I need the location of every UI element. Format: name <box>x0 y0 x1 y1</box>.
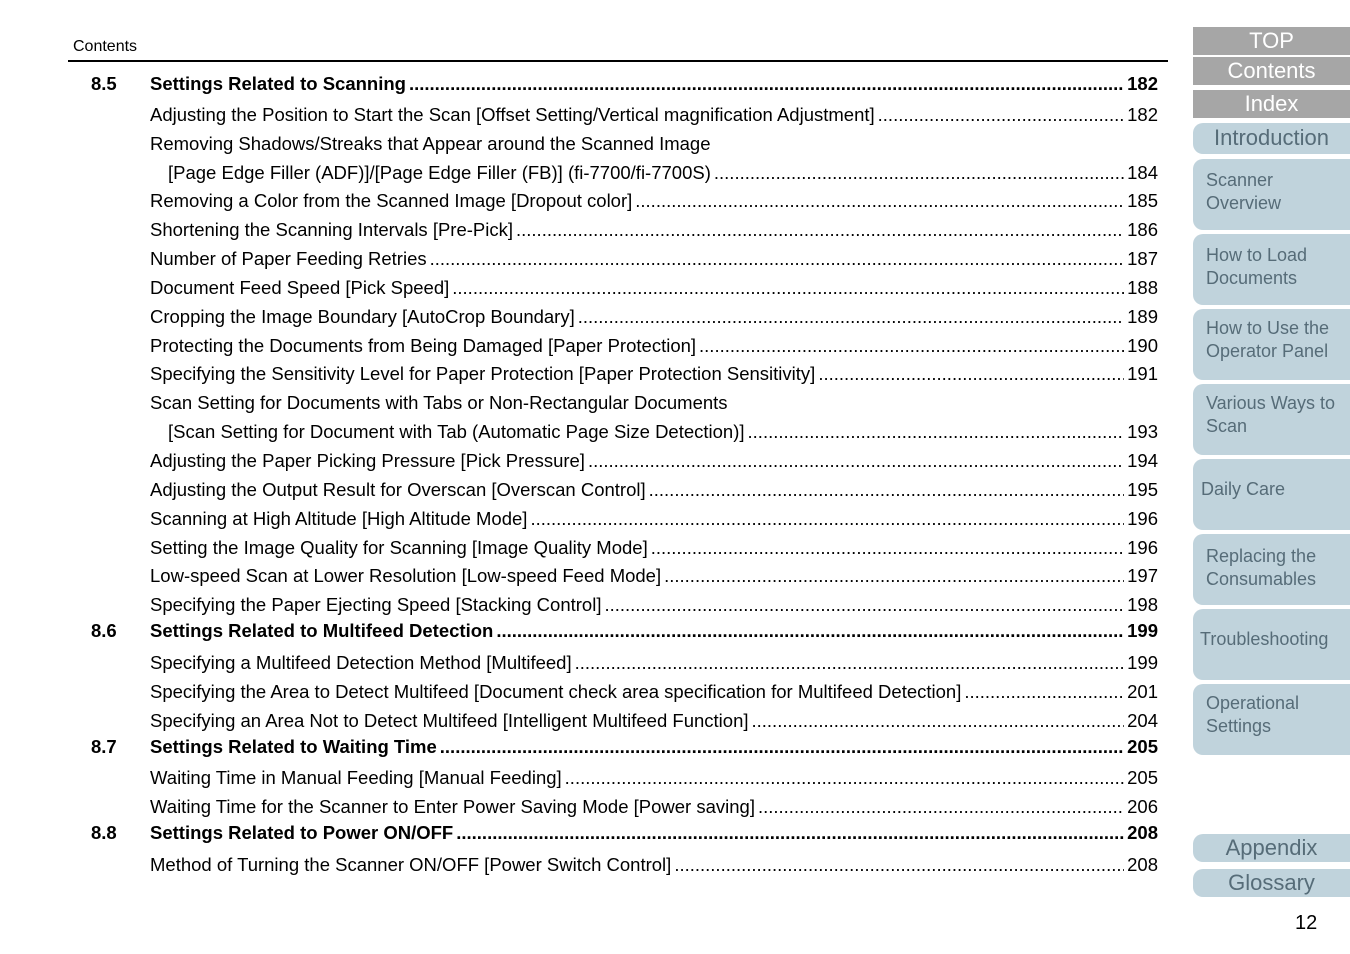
leader-dots <box>456 822 1124 844</box>
tab-label-line: Replacing the <box>1206 546 1317 566</box>
tab-label-line: Scanner <box>1206 170 1274 190</box>
section-number: 8.5 <box>91 73 117 94</box>
toc-page: 208 <box>1127 854 1158 875</box>
leader-dots <box>878 104 1124 126</box>
leader-dots <box>565 767 1124 789</box>
toc-entry-title: Specifying a Multifeed Detection Method [Multifeed] <box>150 652 572 673</box>
tab-label-line: Various Ways to <box>1206 393 1336 413</box>
toc-section-title: Settings Related to Scanning <box>150 73 406 94</box>
tab-scanner-overview[interactable] <box>1193 159 1350 230</box>
toc-page: 199 <box>1127 620 1158 641</box>
toc-page: 201 <box>1127 681 1158 702</box>
toc-entry-title: Specifying the Sensitivity Level for Paper Protection [Paper Protection Sensitivity] <box>150 363 816 384</box>
tab-label-line: Operator Panel <box>1206 341 1329 361</box>
leader-dots <box>440 736 1124 758</box>
toc-page: 190 <box>1127 335 1158 356</box>
tab-consumables[interactable] <box>1193 534 1350 605</box>
toc-page: 188 <box>1127 277 1158 298</box>
toc-entry-link[interactable] <box>150 133 1158 155</box>
leader-dots <box>964 681 1124 703</box>
toc-page: 191 <box>1127 363 1158 384</box>
tab-ways-to-scan[interactable] <box>1193 384 1350 455</box>
leader-dots <box>516 219 1124 241</box>
toc-entry-link[interactable] <box>150 594 1158 616</box>
tab-operational-settings[interactable] <box>1193 684 1350 755</box>
toc-entry-link[interactable] <box>150 219 1158 241</box>
leader-dots <box>714 162 1124 184</box>
toc-page: 182 <box>1127 104 1158 125</box>
toc-entry-title: Adjusting the Position to Start the Scan [Offset Setting/Vertical magnification Adjustment] <box>150 104 875 125</box>
nav-index-button[interactable]: Index <box>1193 90 1350 118</box>
section-number: 8.7 <box>91 736 117 757</box>
toc-entry-title: Specifying an Area Not to Detect Multifeed [Intelligent Multifeed Function] <box>150 710 749 731</box>
toc-entry-title: Method of Turning the Scanner ON/OFF [Power Switch Control] <box>150 854 672 875</box>
leader-dots <box>635 190 1124 212</box>
tab-appendix[interactable]: Appendix <box>1193 834 1350 862</box>
toc-section-link[interactable] <box>150 73 1158 95</box>
toc-section-title: Settings Related to Waiting Time <box>150 736 437 757</box>
leader-dots <box>604 594 1124 616</box>
toc-page: 208 <box>1127 822 1158 843</box>
toc-entry-link[interactable] <box>150 508 1158 530</box>
toc-entry-link[interactable] <box>150 796 1158 818</box>
toc-entry-title: Cropping the Image Boundary [AutoCrop Boundary] <box>150 306 575 327</box>
toc-entry-link[interactable] <box>150 479 1158 501</box>
toc-entry-link[interactable] <box>150 450 1158 472</box>
toc-page: 196 <box>1127 508 1158 529</box>
leader-dots <box>430 248 1125 270</box>
toc-page: 205 <box>1127 767 1158 788</box>
toc-entry-title: Adjusting the Output Result for Overscan [Overscan Control] <box>150 479 646 500</box>
leader-dots <box>752 710 1125 732</box>
toc-entry-link[interactable] <box>168 162 1158 184</box>
tab-label-line: Overview <box>1206 193 1282 213</box>
tab-label-line: Scan <box>1206 416 1248 436</box>
toc-entry-title: Setting the Image Quality for Scanning [Image Quality Mode] <box>150 537 648 558</box>
toc-entry-link[interactable] <box>150 363 1158 385</box>
leader-dots <box>748 421 1125 443</box>
toc-entry-title: [Scan Setting for Document with Tab (Automatic Page Size Detection)] <box>168 421 745 442</box>
leader-dots <box>575 652 1125 674</box>
toc-entry-link[interactable] <box>150 565 1158 587</box>
toc-entry-title: Waiting Time in Manual Feeding [Manual Feeding] <box>150 767 562 788</box>
tab-label-line: Consumables <box>1206 569 1317 589</box>
toc-entry-title: Scanning at High Altitude [High Altitude Mode] <box>150 508 528 529</box>
leader-dots <box>578 306 1124 328</box>
nav-top-button[interactable]: TOP <box>1193 27 1350 55</box>
toc-page: 182 <box>1127 73 1158 94</box>
toc-section-link[interactable] <box>150 620 1158 642</box>
section-number: 8.6 <box>91 620 117 641</box>
toc-page: 206 <box>1127 796 1158 817</box>
toc-page: 194 <box>1127 450 1158 471</box>
tab-daily-care[interactable]: Daily Care <box>1193 459 1350 530</box>
toc-page: 189 <box>1127 306 1158 327</box>
nav-contents-button[interactable]: Contents <box>1193 57 1350 85</box>
toc-entry-link[interactable] <box>150 854 1158 876</box>
toc-page: 185 <box>1127 190 1158 211</box>
header-rule <box>68 60 1168 62</box>
toc-entry-link[interactable] <box>150 652 1158 674</box>
toc-entry-link[interactable] <box>150 277 1158 299</box>
toc-page: 195 <box>1127 479 1158 500</box>
toc-entry-title: Removing a Color from the Scanned Image [Dropout color] <box>150 190 633 211</box>
leader-dots <box>699 335 1124 357</box>
toc-section-title: Settings Related to Multifeed Detection <box>150 620 494 641</box>
toc-entry-title: Specifying the Area to Detect Multifeed [Document check area specification for Multifeed Detection] <box>150 681 962 702</box>
toc-entry-title: Document Feed Speed [Pick Speed] <box>150 277 450 298</box>
toc-entry-link[interactable] <box>150 335 1158 357</box>
leader-dots <box>409 73 1124 95</box>
leader-dots <box>651 537 1124 559</box>
toc-entry-link[interactable] <box>150 681 1158 703</box>
leader-dots <box>649 479 1125 501</box>
leader-dots <box>452 277 1124 299</box>
toc-entry-link[interactable] <box>150 104 1158 126</box>
leader-dots <box>758 796 1124 818</box>
toc-entry-link[interactable] <box>150 306 1158 328</box>
toc-page: 196 <box>1127 537 1158 558</box>
header-label: Contents <box>73 38 138 55</box>
toc-page: 198 <box>1127 594 1158 615</box>
toc-page: 187 <box>1127 248 1158 269</box>
toc-section-title: Settings Related to Power ON/OFF <box>150 822 454 843</box>
toc-entry-title: Protecting the Documents from Being Damaged [Paper Protection] <box>150 335 697 356</box>
leader-dots <box>664 565 1124 587</box>
leader-dots <box>496 620 1124 642</box>
tab-label-line: Settings <box>1206 716 1272 736</box>
toc-section-link[interactable] <box>150 822 1158 844</box>
leader-dots <box>530 508 1124 530</box>
tab-label-line: How to Use the <box>1206 318 1330 338</box>
tab-operator-panel[interactable] <box>1193 309 1350 380</box>
tab-load-documents[interactable] <box>1193 234 1350 305</box>
toc-entry-title: Removing Shadows/Streaks that Appear around the Scanned Image <box>150 133 711 154</box>
toc-entry-link[interactable] <box>150 710 1158 732</box>
toc-page: 193 <box>1127 421 1158 442</box>
page-number: 12 <box>1295 912 1318 934</box>
tab-label-line: Documents <box>1206 268 1298 288</box>
toc-entry-title: Number of Paper Feeding Retries <box>150 248 427 269</box>
tab-troubleshooting[interactable]: Troubleshooting <box>1193 609 1350 680</box>
toc-entry-link[interactable] <box>168 421 1158 443</box>
leader-dots <box>588 450 1124 472</box>
toc-page: 186 <box>1127 219 1158 240</box>
toc-entry-link[interactable] <box>150 392 1158 414</box>
toc-entry-title: Shortening the Scanning Intervals [Pre-Pick] <box>150 219 513 240</box>
toc-section-link[interactable] <box>150 736 1158 758</box>
toc-page: 204 <box>1127 710 1158 731</box>
toc-entry-title: Low-speed Scan at Lower Resolution [Low-speed Feed Mode] <box>150 565 662 586</box>
leader-dots <box>674 854 1124 876</box>
toc-page: 184 <box>1127 162 1158 183</box>
toc-entry-title: Waiting Time for the Scanner to Enter Power Saving Mode [Power saving] <box>150 796 755 817</box>
toc-entry-link[interactable] <box>150 537 1158 559</box>
tab-glossary[interactable]: Glossary <box>1193 869 1350 897</box>
toc-entry-link[interactable] <box>150 190 1158 212</box>
toc-entry-title: [Page Edge Filler (ADF)]/[Page Edge Filler (FB)] (fi-7700/fi-7700S) <box>168 162 711 183</box>
tab-label-line: How to Load <box>1206 245 1308 265</box>
toc-page: 199 <box>1127 652 1158 673</box>
toc-entry-link[interactable] <box>150 248 1158 270</box>
toc-entry-title: Scan Setting for Documents with Tabs or Non-Rectangular Documents <box>150 392 728 413</box>
toc-page: 197 <box>1127 565 1158 586</box>
tab-label-line: Operational <box>1206 693 1300 713</box>
tab-introduction[interactable]: Introduction <box>1193 123 1350 154</box>
toc-page: 205 <box>1127 736 1158 757</box>
toc-entry-title: Adjusting the Paper Picking Pressure [Pick Pressure] <box>150 450 585 471</box>
section-number: 8.8 <box>91 822 117 843</box>
leader-dots <box>818 363 1124 385</box>
toc-entry-title: Specifying the Paper Ejecting Speed [Stacking Control] <box>150 594 602 615</box>
toc-entry-link[interactable] <box>150 767 1158 789</box>
